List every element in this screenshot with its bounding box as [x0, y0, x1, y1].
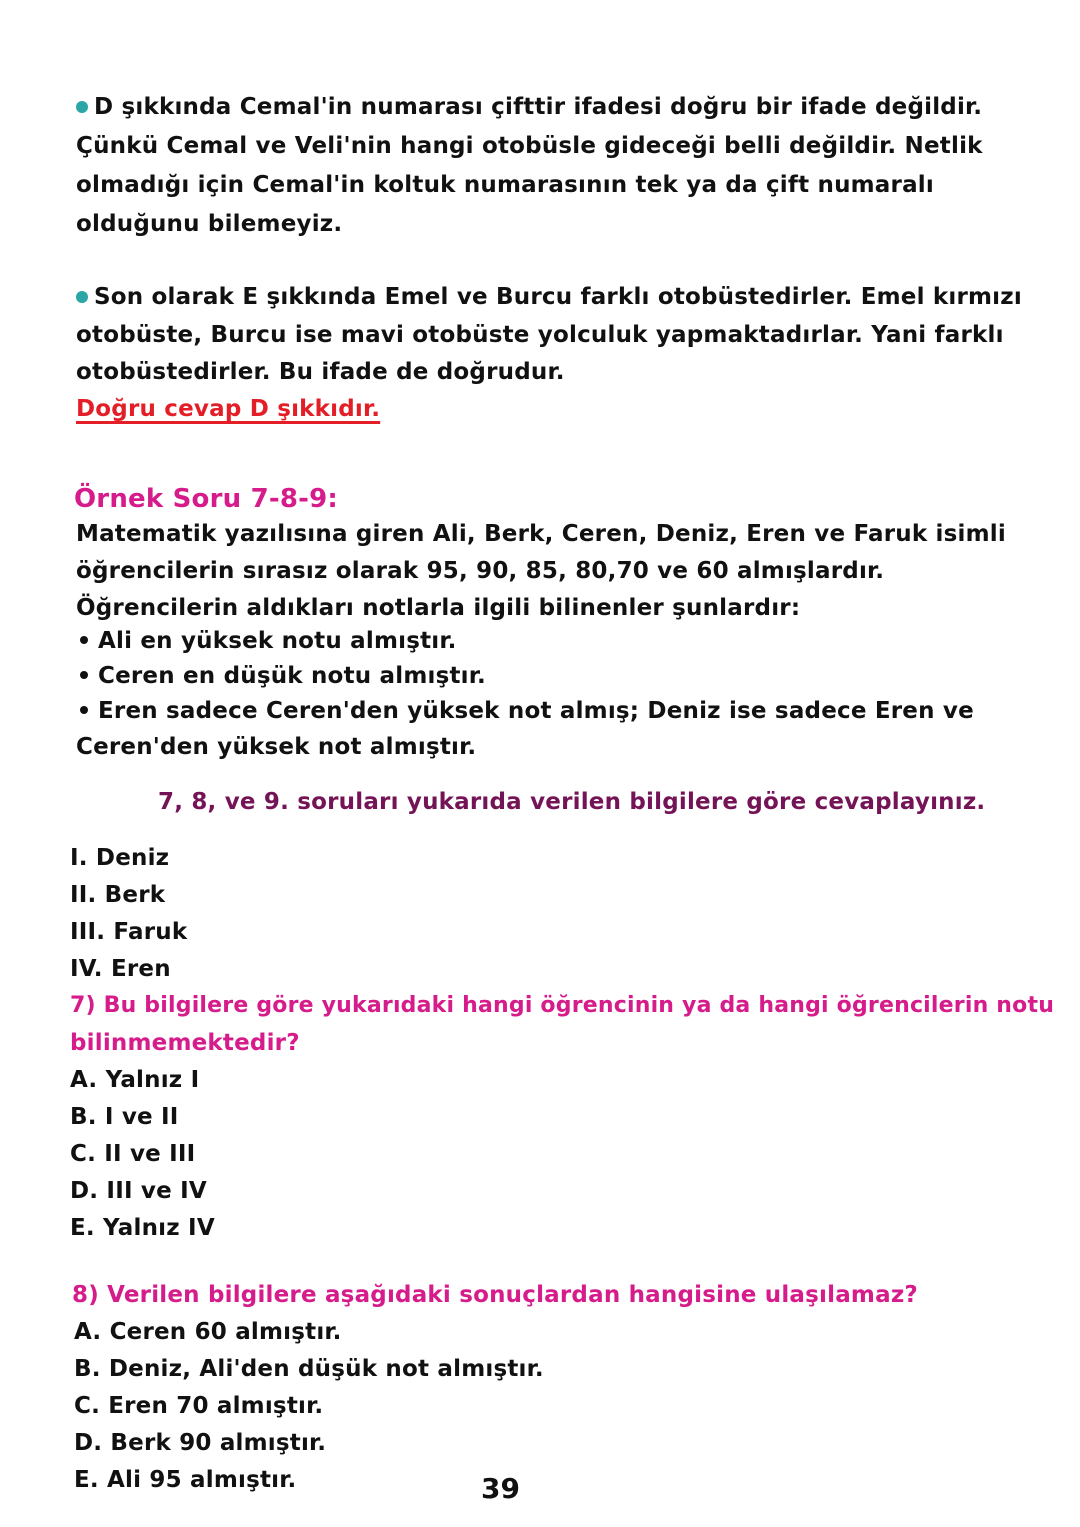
- fact-3: Eren sadece Ceren'den yüksek not almış; Deniz ise sadece Eren ve: [80, 698, 974, 724]
- q7-option-e: E. Yalnız IV: [70, 1215, 215, 1241]
- correct-answer: Doğru cevap D şıkkıdır.: [76, 396, 381, 422]
- instruction: 7, 8, ve 9. soruları yukarıda verilen bilgilere göre cevaplayınız.: [158, 789, 986, 815]
- q8-option-b: B. Deniz, Ali'den düşük not almıştır.: [74, 1356, 544, 1382]
- explanation-d-line-1: D şıkkında Cemal'in numarası çifttir ifadesi doğru bir ifade değildir.: [76, 94, 982, 120]
- q8-question: 8) Verilen bilgilere aşağıdaki sonuçlardan hangisine ulaşılamaz?: [72, 1282, 918, 1308]
- explanation-d-line-2: Çünkü Cemal ve Veli'nin hangi otobüsle gideceği belli değildir. Netlik: [76, 133, 983, 159]
- q8-option-e: E. Ali 95 almıştır.: [74, 1467, 297, 1493]
- explanation-d-line-4: olduğunu bilemeyiz.: [76, 211, 343, 237]
- example-intro-line-2: öğrencilerin sırasız olarak 95, 90, 85, 80,70 ve 60 almışlardır.: [76, 558, 885, 584]
- student-4: IV. Eren: [70, 956, 171, 982]
- explanation-e-line-2: otobüste, Burcu ise mavi otobüste yolculuk yapmaktadırlar. Yani farklı: [76, 322, 1004, 348]
- example-title: Örnek Soru 7-8-9:: [74, 484, 339, 514]
- q8-option-c: C. Eren 70 almıştır.: [74, 1393, 324, 1419]
- page-number: 39: [481, 1472, 520, 1505]
- bullet-dot-icon: [80, 706, 88, 714]
- q8-option-a: A. Ceren 60 almıştır.: [74, 1319, 342, 1345]
- student-3: III. Faruk: [70, 919, 188, 945]
- explanation-e-line-1: Son olarak E şıkkında Emel ve Burcu farklı otobüstedirler. Emel kırmızı: [76, 284, 1022, 310]
- example-intro-line-1: Matematik yazılısına giren Ali, Berk, Ceren, Deniz, Eren ve Faruk isimli: [76, 521, 1006, 547]
- q7-option-d: D. III ve IV: [70, 1178, 207, 1204]
- q7-line-1: 7) Bu bilgilere göre yukarıdaki hangi öğrencinin ya da hangi öğrencilerin notu: [70, 993, 1055, 1018]
- bullet-dot-icon: [80, 671, 88, 679]
- student-1: I. Deniz: [70, 845, 170, 871]
- teal-bullet-icon: [76, 291, 88, 303]
- fact-3-continuation: Ceren'den yüksek not almıştır.: [76, 734, 477, 760]
- example-intro-line-3: Öğrencilerin aldıkları notlarla ilgili bilinenler şunlardır:: [76, 595, 801, 621]
- q7-option-a: A. Yalnız I: [70, 1067, 200, 1093]
- q7-line-2: bilinmemektedir?: [70, 1030, 300, 1056]
- teal-bullet-icon: [76, 101, 88, 113]
- explanation-e-line-3: otobüstedirler. Bu ifade de doğrudur.: [76, 359, 565, 385]
- q7-option-b: B. I ve II: [70, 1104, 179, 1130]
- student-2: II. Berk: [70, 882, 166, 908]
- fact-2: Ceren en düşük notu almıştır.: [80, 663, 486, 689]
- q8-option-d: D. Berk 90 almıştır.: [74, 1430, 327, 1456]
- q7-option-c: C. II ve III: [70, 1141, 196, 1167]
- explanation-d-line-3: olmadığı için Cemal'in koltuk numarasının tek ya da çift numaralı: [76, 172, 934, 198]
- fact-1: Ali en yüksek notu almıştır.: [80, 628, 457, 654]
- bullet-dot-icon: [80, 636, 88, 644]
